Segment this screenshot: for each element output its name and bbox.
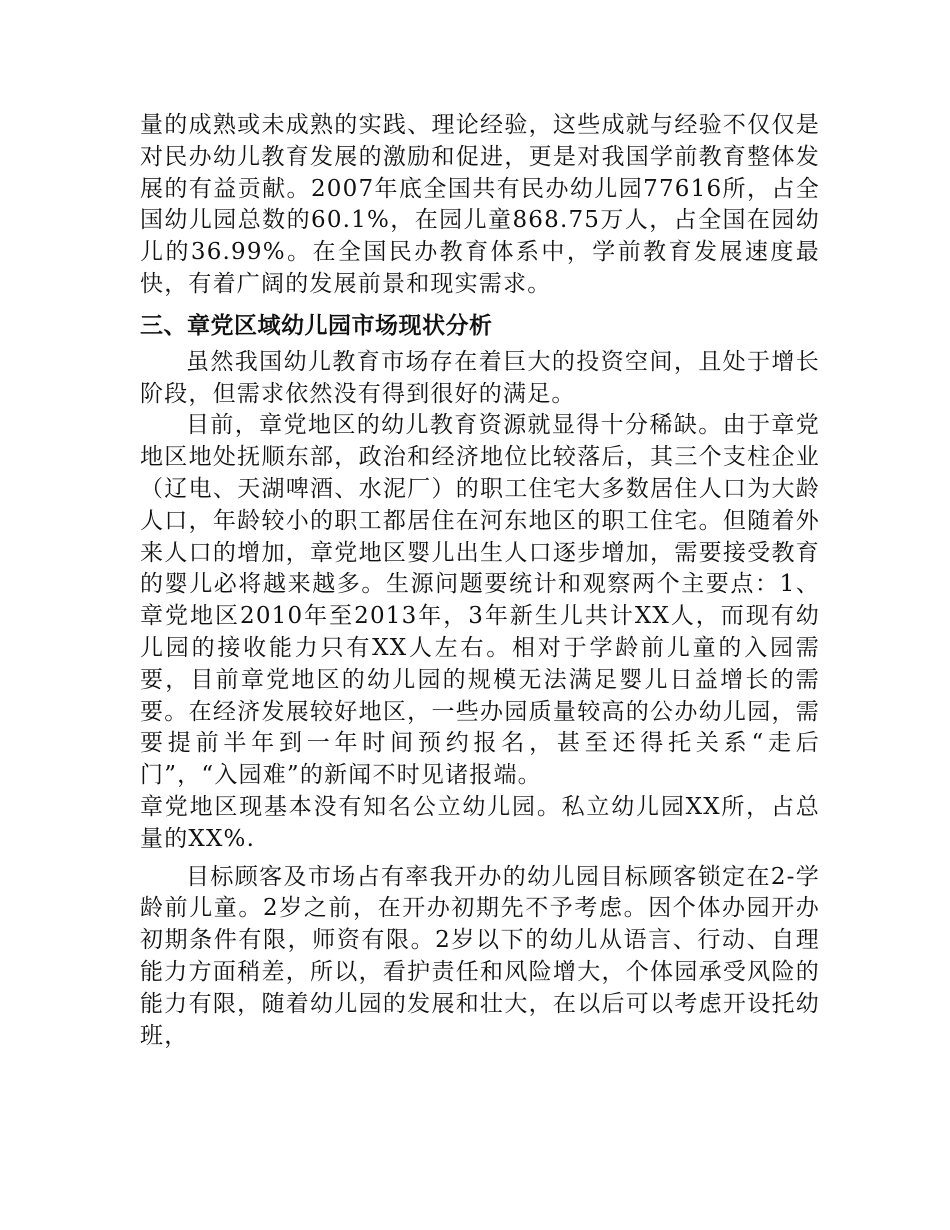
document-body	[140, 110, 820, 1052]
section-heading: 三、章党区域幼儿园市场现状分析	[140, 312, 493, 339]
paragraph-target-customers: 目标顾客及市场占有率我开办的幼儿园目标顾客锁定在2-学龄前儿童。2岁之前，在开办初期先不予考虑。因个体办园开办初期条件有限，师资有限。2岁以下的幼儿从语言、行动、自理能力方面稍差，所以，看护责任和风险增大，个体园承受风险的能力有限，随着幼儿园的发展和壮大，在以后可以考虑开设托幼班，	[140, 863, 820, 1049]
paragraph-private-kindergartens: 章党地区现基本没有知名公立幼儿园。私立幼儿园XX所，占总量的XX%.	[140, 793, 820, 852]
paragraph-statistics: 量的成熟或未成熟的实践、理论经验，这些成就与经验不仅仅是对民办幼儿教育发展的激励和促进，更是对我国学前教育整体发展的有益贡献。2007年底全国共有民办幼儿园77616所，占全国幼儿园总数的60.1%，在园儿童868.75万人，占全国在园幼儿的36.99%。在全国民办教育体系中，学前教育发展速度最快，有着广阔的发展前景和现实需求。	[140, 112, 820, 297]
paragraph-zhangdang-resources: 目前，章党地区的幼儿教育资源就显得十分稀缺。由于章党地区地处抚顺东部，政治和经济地位比较落后，其三个支柱企业（辽电、天湖啤酒、水泥厂）的职工住宅大多数居住人口为大龄人口，年龄较小的职工都居住在河东地区的职工住宅。但随着外来人口的增加，章党地区婴儿出生人口逐步增加，需要接受教育的婴儿必将越来越多。生源问题要统计和观察两个主要点：1、章党地区2010年至2013年，3年新生儿共计XX人，而现有幼儿园的接收能力只有XX人左右。相对于学龄前儿童的入园需要，目前章党地区的幼儿园的规模无法满足婴儿日益增长的需要。在经济发展较好地区，一些办园质量较高的公办幼儿园，需要提前半年到一年时间预约报名，甚至还得托关系“走后门”，“入园难”的新闻不时见诸报端。	[140, 412, 820, 789]
paragraph-investment-space: 虽然我国幼儿教育市场存在着巨大的投资空间，且处于增长阶段，但需求依然没有得到很好的满足。	[140, 348, 820, 407]
